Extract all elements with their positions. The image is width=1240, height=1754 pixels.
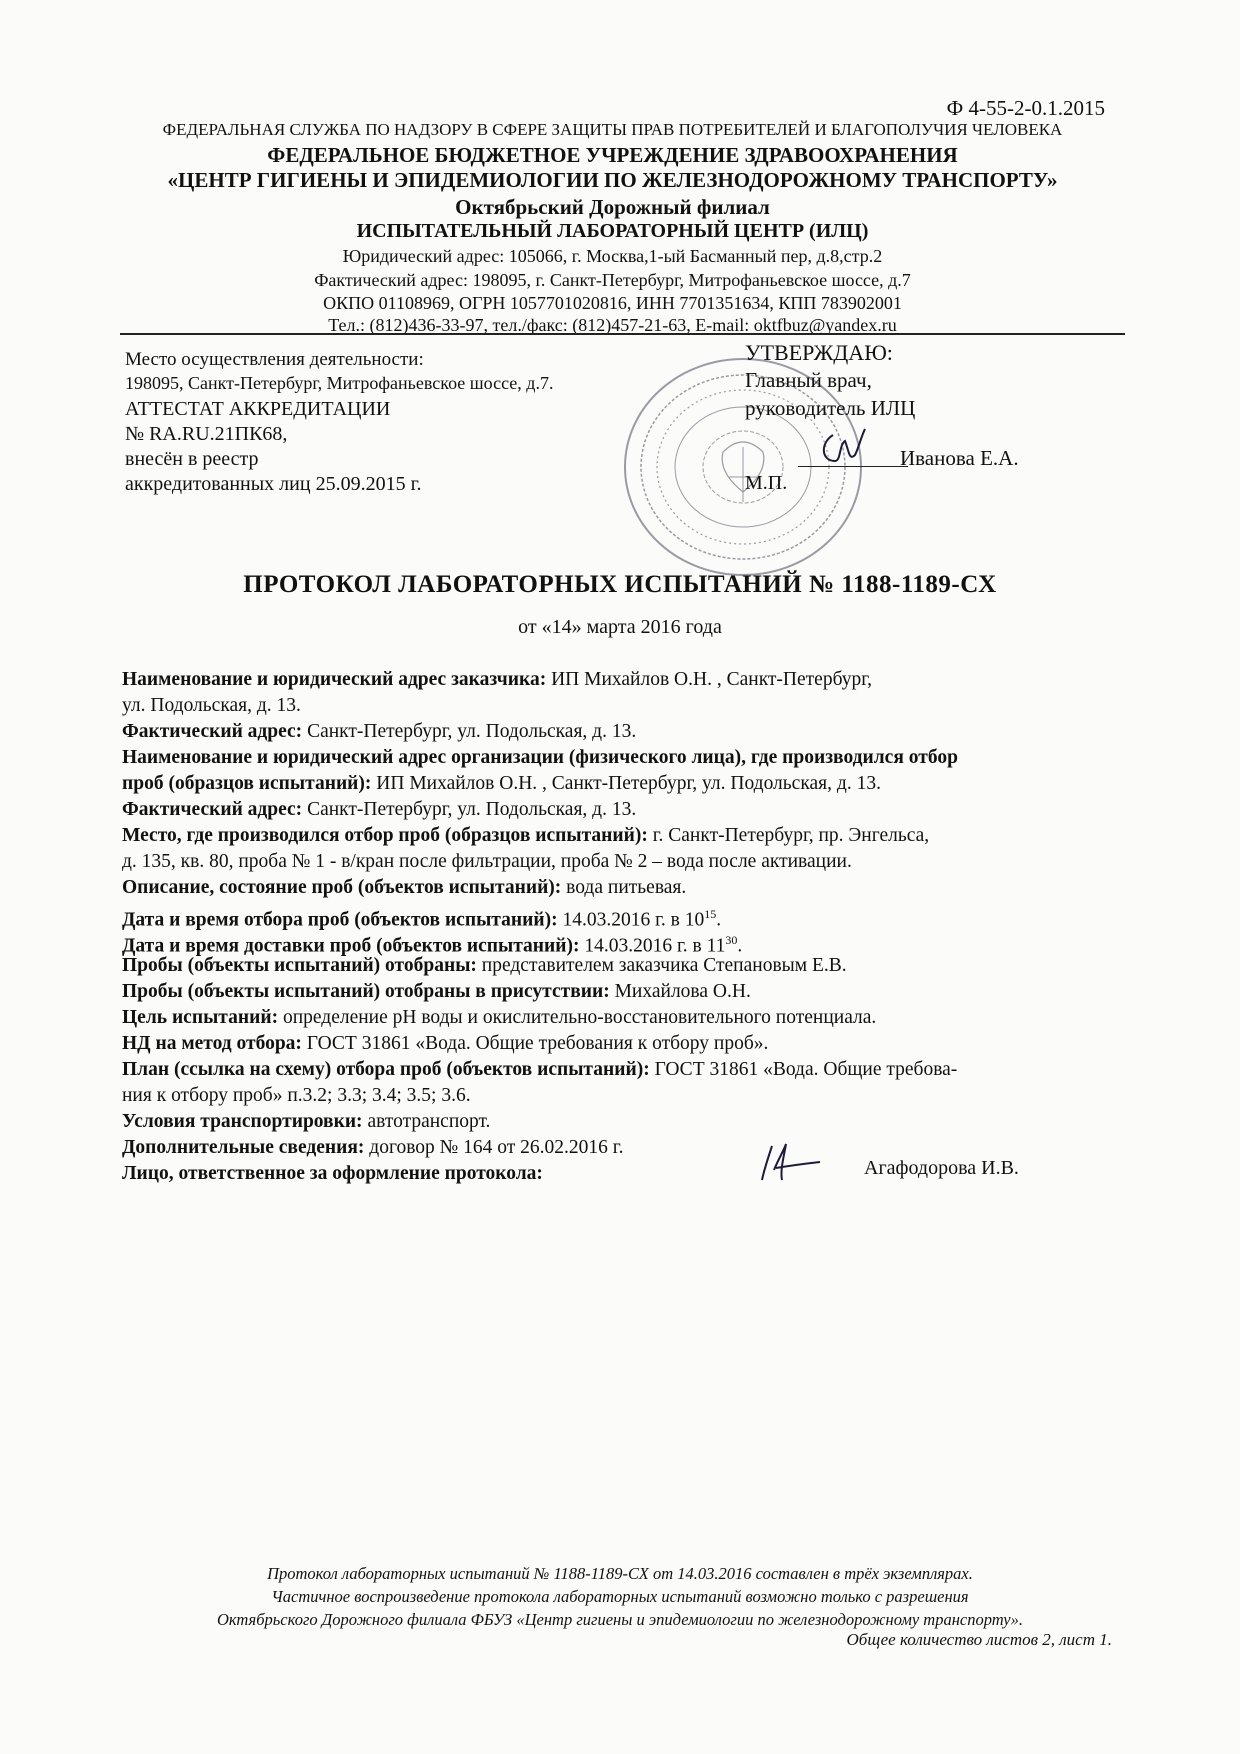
- delivery-date-value: 14.03.2016 г. в 11: [579, 935, 726, 957]
- method-value: ГОСТ 31861 «Вода. Общие требования к отбору проб».: [301, 1033, 769, 1054]
- sheet-count: Общее количество листов 2, лист 1.: [846, 1630, 1112, 1649]
- accreditation-title: АТТЕСТАТ АККРЕДИТАЦИИ: [125, 398, 391, 420]
- registration-codes: ОКПО 01108969, ОГРН 1057701020816, ИНН 7701351634, КПП 783902001: [323, 293, 902, 313]
- protocol-title: ПРОТОКОЛ ЛАБОРАТОРНЫХ ИСПЫТАНИЙ № 1188-1189-СХ: [243, 571, 997, 598]
- actual-address: Фактический адрес: 198095, г. Санкт-Петербург, Митрофаньевское шоссе, д.7: [314, 270, 911, 290]
- customer-value-cont: ул. Подольская, д. 13.: [122, 695, 301, 716]
- protocol-body: Наименование и юридический адрес заказчика: ИП Михайлов О.Н. , Санкт-Петербург, ул. Подольская, д. 13. Фактический адрес: Санкт-Петербург, ул. Подольская, д. 13. Наименование и юридический адрес организации (физического лица), где производился отбор проб (образцов испытаний): ИП Михайлов О.Н. , Санкт-Петербург, ул. Подольская, д. 13. Фактический адрес: Санкт-Петербург, ул. Подольская, д. 13. Место, где производился отбор проб (образцов испытаний): г. Санкт-Петербург, пр. Энгельса, д. 135, кв. 80, проба № 1 - в/кран после фильтрации, проба № 2 – вода после активации. Описание, состояние проб (объектов испытаний): вода питьевая. Дата и время отбора проб (объектов испытаний): 14.03.2016 г. в $10^{15}$. Дата и время доставки проб (объектов испытаний): 14.03.2016 г. в $11^{30}$. Пробы (объекты испытаний) отобраны: представителем заказчика Степановым Е.В. Пробы (объекты испытаний) отобраны в присутствии: Михайлова О.Н. Цель испытаний: определение pH воды и окислительно-восстановительного потенциала. НД на метод отбора: ГОСТ 31861 «Вода. Общие требования к отбору проб». План (ссылка на схему) отбора проб (объектов испытаний): ГОСТ 31861 «Вода. Общие требова- ния к отбору проб» п.3.2; 3.3; 3.4; 3.5; 3.6. Условия транспортировки: автотранспорт. Дополнительные сведения: договор № 164 от 26.02.2016 г. Лицо, ответственное за оформление протокола:: [122, 669, 958, 1184]
- sampled-by-value: представителем заказчика Степановым Е.В.: [476, 955, 847, 976]
- accreditation-number: № RA.RU.21ПК68,: [125, 423, 288, 445]
- responsible-signature: [758, 1140, 828, 1184]
- sampled-by-label: Пробы (объекты испытаний) отобраны:: [122, 955, 477, 976]
- extra-value: договор № 164 от 26.02.2016 г.: [364, 1137, 624, 1158]
- approval-role1: Главный врач,: [745, 368, 872, 392]
- delivery-date-minutes: 30: [725, 933, 738, 947]
- approval-signature-line: [798, 466, 908, 467]
- legal-address: Юридический адрес: 105066, г. Москва,1-ый Басманный пер, д.8,стр.2: [342, 246, 883, 266]
- activity-label: Место осуществления деятельности:: [125, 349, 424, 370]
- sampling-date-label: Дата и время отбора проб (объектов испытаний):: [122, 909, 558, 931]
- registry-line2: аккредитованных лиц 25.09.2015 г.: [125, 473, 422, 495]
- customer-value: ИП Михайлов О.Н. , Санкт-Петербург,: [546, 669, 872, 690]
- activity-address: 198095, Санкт-Петербург, Митрофаньевское шоссе, д.7.: [125, 373, 554, 393]
- transport-value: автотранспорт.: [362, 1111, 491, 1132]
- footer-line2: Частичное воспроизведение протокола лабораторных испытаний возможно только с разрешения: [271, 1587, 969, 1606]
- plan-value-cont: ния к отбору проб» п.3.2; 3.3; 3.4; 3.5; 3.6.: [122, 1085, 471, 1106]
- seal-mark: М.П.: [745, 472, 788, 494]
- presence-value: Михайлова О.Н.: [609, 981, 751, 1002]
- customer-label: Наименование и юридический адрес заказчика:: [122, 669, 547, 690]
- sampling-actual-value: Санкт-Петербург, ул. Подольская, д. 13.: [302, 799, 637, 820]
- plan-label: План (ссылка на схему) отбора проб (объектов испытаний):: [122, 1059, 650, 1080]
- responsible-name: Агафодорова И.В.: [864, 1157, 1019, 1179]
- supervision-agency: ФЕДЕРАЛЬНАЯ СЛУЖБА ПО НАДЗОРУ В СФЕРЕ ЗАЩИТЫ ПРАВ ПОТРЕБИТЕЛЕЙ И БЛАГОПОЛУЧИЯ ЧЕЛОВЕКА: [162, 120, 1063, 139]
- place-value-cont: д. 135, кв. 80, проба № 1 - в/кран после фильтрации, проба № 2 – вода после активации.: [122, 851, 852, 872]
- extra-label: Дополнительные сведения:: [122, 1137, 365, 1158]
- footer-line3: Октябрьского Дорожного филиала ФБУЗ «Центр гигиены и эпидемиологии по железнодорожному транспорту».: [217, 1610, 1023, 1629]
- goal-value: определение pH воды и окислительно-восстановительного потенциала.: [278, 1007, 877, 1028]
- approval-role2: руководитель ИЛЦ: [745, 396, 916, 420]
- goal-label: Цель испытаний:: [122, 1007, 279, 1028]
- sampling-org-label: Наименование и юридический адрес организации (физического лица), где производился отбор: [122, 747, 958, 768]
- plan-value: ГОСТ 31861 «Вода. Общие требова-: [649, 1059, 958, 1080]
- form-code: Ф 4-55-2-0.1.2015: [946, 96, 1105, 120]
- branch-name: Октябрьский Дорожный филиал: [455, 195, 770, 219]
- delivery-date-label: Дата и время доставки проб (объектов испытаний):: [122, 935, 580, 957]
- customer-actual-label: Фактический адрес:: [122, 721, 303, 742]
- footer-line1: Протокол лабораторных испытаний № 1188-1189-СХ от 14.03.2016 составлен в трёх экземплярах.: [267, 1564, 973, 1583]
- sampling-org-label-cont: проб (образцов испытаний):: [122, 773, 372, 794]
- method-label: НД на метод отбора:: [122, 1033, 302, 1054]
- contacts: Тел.: (812)436-33-97, тел./факс: (812)457-21-63, E-mail: oktfbuz@yandex.ru: [328, 315, 897, 335]
- responsible-label: Лицо, ответственное за оформление протокола:: [122, 1163, 543, 1184]
- header-divider: [120, 333, 1125, 335]
- sampling-date-minutes: 15: [704, 907, 717, 921]
- sampling-actual-label: Фактический адрес:: [122, 799, 303, 820]
- approval-name: Иванова Е.А.: [900, 446, 1019, 470]
- approval-title: УТВЕРЖДАЮ:: [745, 340, 893, 365]
- sampling-date-value: 14.03.2016 г. в 10: [557, 909, 705, 931]
- description-value: вода питьевая.: [561, 877, 687, 898]
- place-label: Место, где производился отбор проб (образцов испытаний):: [122, 825, 648, 846]
- place-value: г. Санкт-Петербург, пр. Энгельса,: [647, 825, 930, 846]
- registry-line1: внесён в реестр: [125, 448, 259, 470]
- org-name-line2: «ЦЕНТР ГИГИЕНЫ И ЭПИДЕМИОЛОГИИ ПО ЖЕЛЕЗНОДОРОЖНОМУ ТРАНСПОРТУ»: [167, 168, 1058, 192]
- customer-actual-value: Санкт-Петербург, ул. Подольская, д. 13.: [302, 721, 637, 742]
- approval-signature: [815, 425, 875, 470]
- transport-label: Условия транспортировки:: [122, 1111, 363, 1132]
- protocol-date: от «14» марта 2016 года: [518, 616, 722, 638]
- description-label: Описание, состояние проб (объектов испытаний):: [122, 877, 562, 898]
- org-name-line1: ФЕДЕРАЛЬНОЕ БЮДЖЕТНОЕ УЧРЕЖДЕНИЕ ЗДРАВООХРАНЕНИЯ: [267, 143, 958, 167]
- presence-label: Пробы (объекты испытаний) отобраны в присутствии:: [122, 981, 610, 1002]
- lab-name: ИСПЫТАТЕЛЬНЫЙ ЛАБОРАТОРНЫЙ ЦЕНТР (ИЛЦ): [356, 220, 869, 242]
- sampling-org-value: ИП Михайлов О.Н. , Санкт-Петербург, ул. Подольская, д. 13.: [371, 773, 881, 794]
